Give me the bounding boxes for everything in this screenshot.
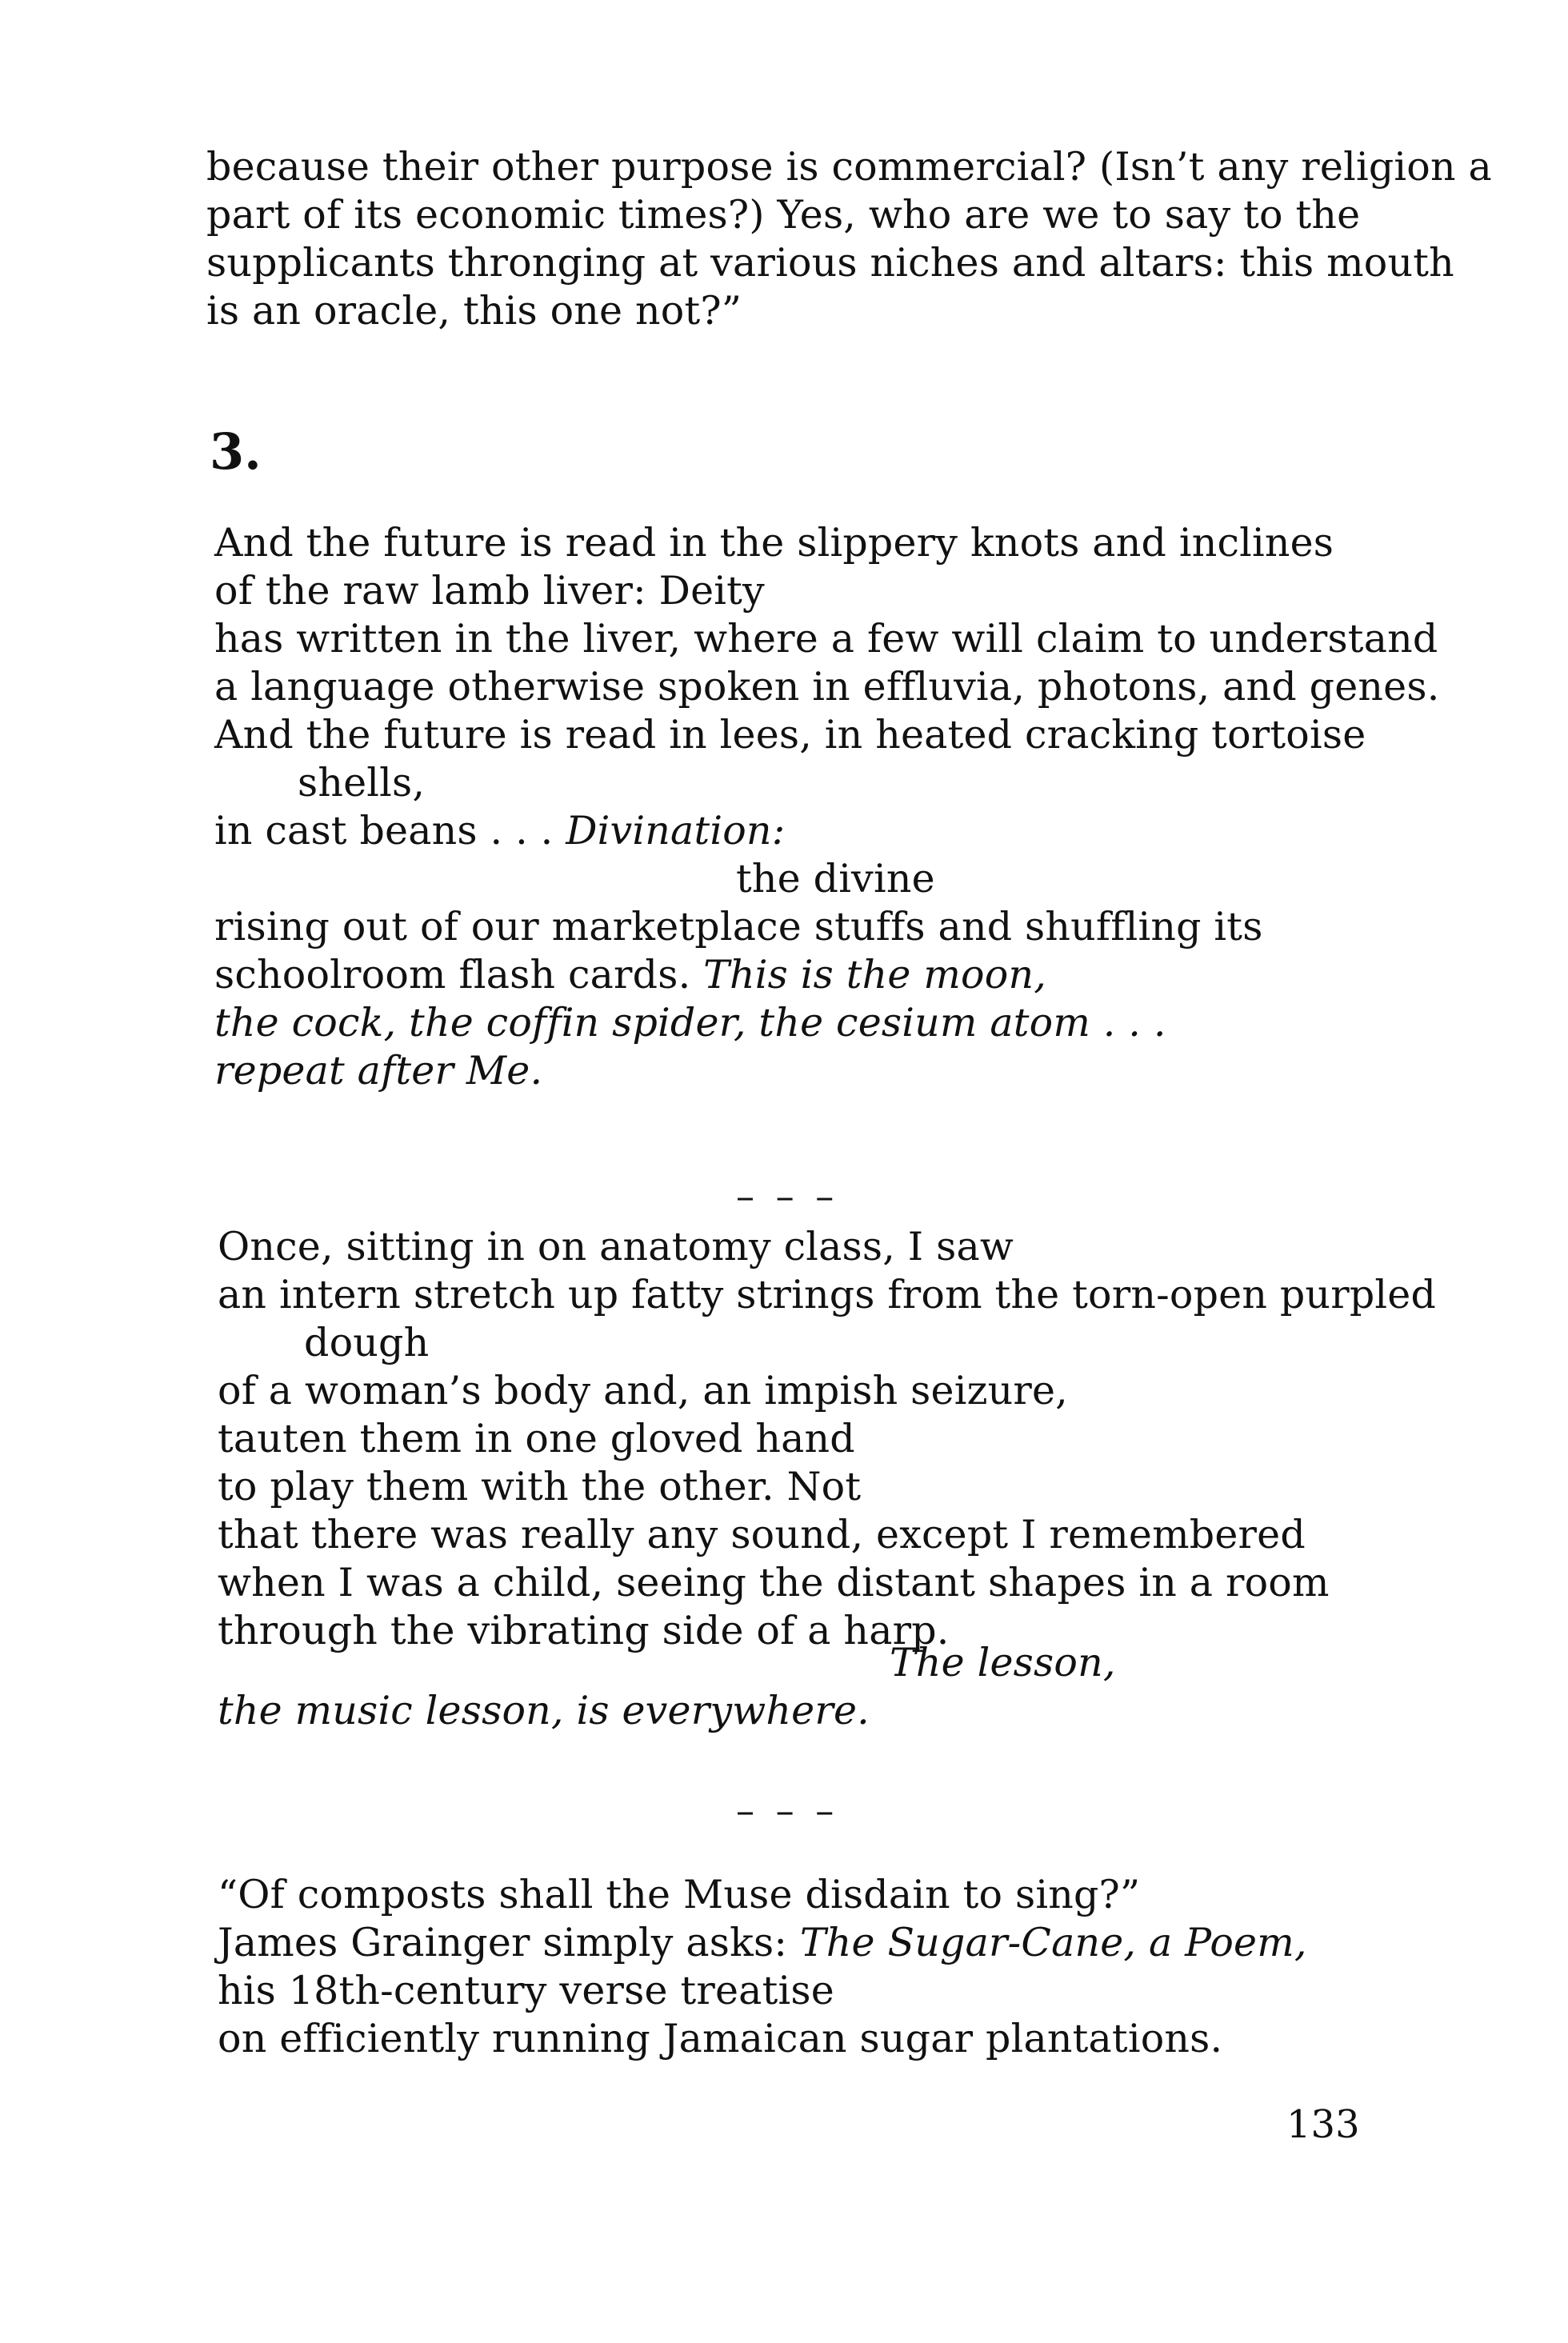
- stanza1-line-10-italic: This is the moon,: [703, 952, 1046, 998]
- stanza2-line-6: to play them with the other. Not: [218, 1464, 862, 1509]
- stanza2-line-11: the music lesson, is everywhere.: [218, 1688, 870, 1733]
- section-separator-1: – – –: [736, 1174, 839, 1217]
- stanza1-line-10-roman: schoolroom flash cards.: [214, 952, 704, 998]
- stanza1-line-3: has written in the liver, where a few will claim to understand: [214, 616, 1438, 662]
- stanza3-line-2-roman: James Grainger simply asks:: [218, 1920, 800, 1965]
- stanza1-line-2: of the raw lamb liver: Deity: [214, 568, 765, 614]
- stanza2-line-2: an intern stretch up fatty strings from the torn-open purpled: [218, 1272, 1437, 1317]
- stanza1-line-5: And the future is read in lees, in heated cracking tortoise: [214, 712, 1366, 758]
- prose-line-3: supplicants thronging at various niches and altars: this mouth: [206, 240, 1454, 286]
- stanza3-line-2-italic: The Sugar-Cane, a Poem,: [799, 1920, 1307, 1965]
- stanza2-line-8: when I was a child, seeing the distant shapes in a room: [218, 1560, 1330, 1605]
- stanza1-line-12: repeat after Me.: [214, 1048, 543, 1094]
- stanza1-line-7-italic: Divination:: [566, 808, 786, 854]
- stanza1-line-4: a language otherwise spoken in effluvia, photons, and genes.: [214, 664, 1440, 710]
- stanza3-line-2: [218, 1920, 1307, 1966]
- stanza1-line-1: And the future is read in the slippery knots and inclines: [214, 520, 1334, 566]
- stanza2-line-9: through the vibrating side of a harp.: [218, 1608, 950, 1653]
- prose-line-1: because their other purpose is commercial? (Isn’t any religion a: [206, 144, 1492, 190]
- page-number: 133: [1286, 2102, 1360, 2147]
- stanza2-line-3: dough: [304, 1320, 430, 1365]
- stanza3-line-3: his 18th-century verse treatise: [218, 1968, 834, 2013]
- stanza1-line-8: the divine: [736, 856, 935, 902]
- stanza2-line-1: Once, sitting in on anatomy class, I saw: [218, 1224, 1014, 1269]
- prose-line-2: part of its economic times?) Yes, who are we to say to the: [206, 192, 1361, 238]
- stanza2-line-4: of a woman’s body and, an impish seizure,: [218, 1368, 1068, 1413]
- section-number: 3.: [210, 422, 262, 481]
- section-separator-2: – – –: [736, 1789, 839, 1832]
- stanza1-line-10: [214, 952, 1046, 998]
- stanza2-line-5: tauten them in one gloved hand: [218, 1416, 855, 1461]
- stanza3-line-1: “Of composts shall the Muse disdain to sing?”: [218, 1872, 1141, 1917]
- stanza2-line-7: that there was really any sound, except I remembered: [218, 1512, 1306, 1557]
- stanza1-line-9: rising out of our marketplace stuffs and shuffling its: [214, 904, 1263, 950]
- stanza1-line-7-roman: in cast beans . . .: [214, 808, 566, 854]
- stanza1-line-11: the cock, the coffin spider, the cesium atom . . .: [214, 1000, 1166, 1046]
- stanza1-line-7: [214, 808, 785, 854]
- stanza3-line-4: on efficiently running Jamaican sugar plantations.: [218, 2016, 1223, 2061]
- stanza1-line-6: shells,: [298, 760, 426, 806]
- prose-line-4: is an oracle, this one not?”: [206, 288, 742, 334]
- stanza2-line-10: The lesson,: [890, 1640, 1116, 1685]
